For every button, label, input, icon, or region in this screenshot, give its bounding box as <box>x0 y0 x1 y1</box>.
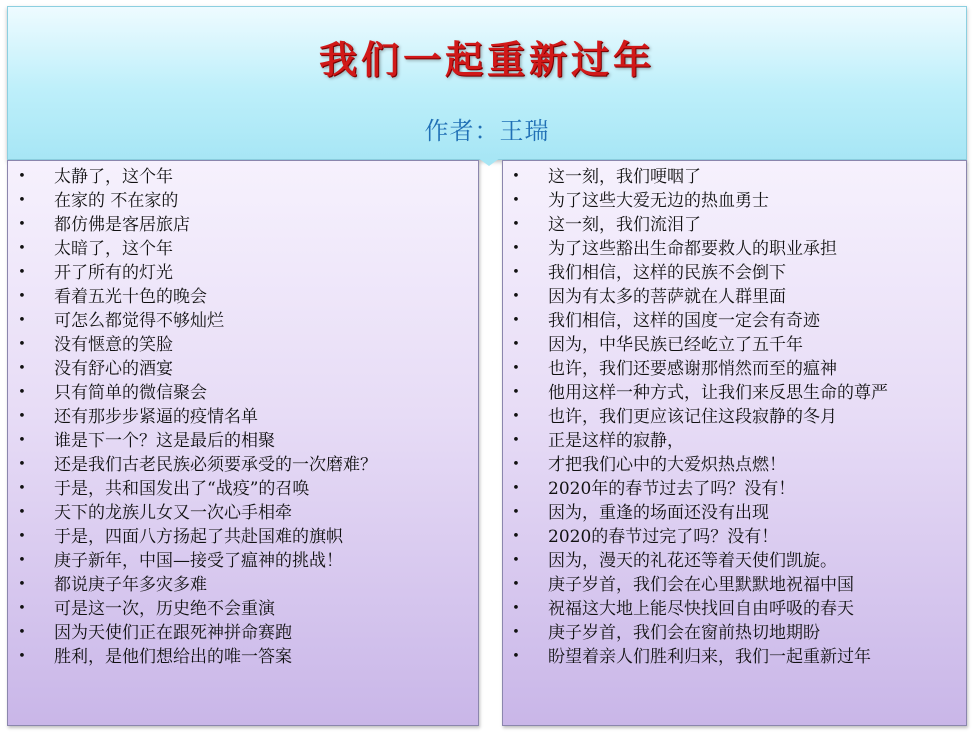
poem-line-text: 于是，共和国发出了“战疫”的召唤 <box>54 479 310 499</box>
poem-line <box>503 189 966 213</box>
poem-line-text: 也许，我们还要感谢那悄然而至的瘟神 <box>548 359 837 379</box>
bullet-icon: • <box>18 385 26 400</box>
poem-line <box>503 453 966 477</box>
poem-line-text: 也许，我们更应该记住这段寂静的冬月 <box>548 407 837 427</box>
poem-line-text: 都仿佛是客居旅店 <box>54 215 190 235</box>
poem-line <box>8 477 478 501</box>
poem-line <box>8 549 478 573</box>
bullet-icon: • <box>18 649 26 664</box>
poem-line-text: 开了所有的灯光 <box>54 263 173 283</box>
poem-line <box>503 357 966 381</box>
poem-line <box>8 645 478 669</box>
bullet-icon: • <box>18 217 26 232</box>
poem-line <box>503 213 966 237</box>
bullet-icon: • <box>18 457 26 472</box>
poem-line <box>503 309 966 333</box>
bullet-icon: • <box>512 577 520 592</box>
bullet-icon: • <box>18 505 26 520</box>
poem-line-text: 盼望着亲人们胜利归来，我们一起重新过年 <box>548 647 871 667</box>
poem-line <box>8 453 478 477</box>
poem-line-text: 因为，漫天的礼花还等着天使们凯旋。 <box>548 551 837 571</box>
poem-line-text: 谁是下一个？这是最后的相聚 <box>54 431 275 451</box>
bullet-icon: • <box>18 481 26 496</box>
poem-line-text: 这一刻，我们流泪了 <box>548 215 701 235</box>
poem-line <box>503 429 966 453</box>
poem-line <box>503 261 966 285</box>
bullet-icon: • <box>18 361 26 376</box>
poem-line <box>8 429 478 453</box>
poem-line-text: 没有舒心的酒宴 <box>54 359 173 379</box>
poem-line-text: 太暗了，这个年 <box>54 239 173 259</box>
bullet-icon: • <box>512 649 520 664</box>
poem-line-text: 都说庚子年多灾多难 <box>54 575 207 595</box>
bullet-icon: • <box>18 289 26 304</box>
right-poem-panel <box>502 160 967 726</box>
poem-line <box>503 597 966 621</box>
poem-line-text: 于是，四面八方扬起了共赴国难的旗帜 <box>54 527 343 547</box>
left-poem-list <box>8 165 478 669</box>
poem-line <box>8 501 478 525</box>
bullet-icon: • <box>512 505 520 520</box>
poem-line <box>503 549 966 573</box>
poem-line-text: 正是这样的寂静， <box>548 431 684 451</box>
bullet-icon: • <box>512 553 520 568</box>
bullet-icon: • <box>18 313 26 328</box>
poem-line <box>503 501 966 525</box>
poem-line-text: 祝福这大地上能尽快找回自由呼吸的春天 <box>548 599 854 619</box>
bullet-icon: • <box>512 433 520 448</box>
banner-notch <box>478 158 500 166</box>
bullet-icon: • <box>512 265 520 280</box>
bullet-icon: • <box>18 553 26 568</box>
poem-line <box>8 597 478 621</box>
title-banner <box>7 6 967 160</box>
poem-line-text: 只有简单的微信聚会 <box>54 383 207 403</box>
bullet-icon: • <box>512 529 520 544</box>
poem-line <box>8 189 478 213</box>
bullet-icon: • <box>18 169 26 184</box>
poem-line <box>503 165 966 189</box>
poem-line-text: 胜利，是他们想给出的唯一答案 <box>54 647 292 667</box>
poem-line-text: 因为，中华民族已经屹立了五千年 <box>548 335 803 355</box>
bullet-icon: • <box>512 217 520 232</box>
bullet-icon: • <box>18 241 26 256</box>
poem-line-text: 我们相信，这样的国度一定会有奇迹 <box>548 311 820 331</box>
poem-line <box>503 381 966 405</box>
bullet-icon: • <box>18 601 26 616</box>
bullet-icon: • <box>18 433 26 448</box>
bullet-icon: • <box>512 193 520 208</box>
bullet-icon: • <box>512 481 520 496</box>
poem-line-text: 庚子岁首，我们会在心里默默地祝福中国 <box>548 575 854 595</box>
bullet-icon: • <box>512 289 520 304</box>
poem-line <box>503 237 966 261</box>
poem-line <box>503 285 966 309</box>
author-line: 作者：王瑞 <box>424 117 550 145</box>
poem-line-text: 可怎么都觉得不够灿烂 <box>54 311 224 331</box>
bullet-icon: • <box>18 265 26 280</box>
poem-line <box>503 525 966 549</box>
poem-line <box>8 357 478 381</box>
poem-line-text: 太静了，这个年 <box>54 167 173 187</box>
poem-line <box>8 261 478 285</box>
poem-line-text: 因为天使们正在跟死神拼命赛跑 <box>54 623 292 643</box>
poem-line <box>8 621 478 645</box>
poem-line-text: 他用这样一种方式，让我们来反思生命的尊严 <box>548 383 888 403</box>
bullet-icon: • <box>512 241 520 256</box>
right-poem-list <box>503 165 966 669</box>
poem-line <box>503 405 966 429</box>
poem-line-text: 因为，重逢的场面还没有出现 <box>548 503 769 523</box>
bullet-icon: • <box>18 625 26 640</box>
poem-line-text: 庚子新年，中国—接受了瘟神的挑战！ <box>54 551 343 571</box>
poem-line <box>8 525 478 549</box>
bullet-icon: • <box>512 361 520 376</box>
poem-line <box>8 165 478 189</box>
left-poem-panel <box>7 160 479 726</box>
poem-line-text: 才把我们心中的大爱炽热点燃！ <box>548 455 786 475</box>
bullet-icon: • <box>18 529 26 544</box>
bullet-icon: • <box>512 337 520 352</box>
page-title: 我们一起重新过年 <box>318 38 655 82</box>
bullet-icon: • <box>512 313 520 328</box>
poem-line-text: 这一刻，我们哽咽了 <box>548 167 701 187</box>
poem-line-text: 为了这些豁出生命都要救人的职业承担 <box>548 239 837 259</box>
poem-line <box>503 645 966 669</box>
bullet-icon: • <box>512 601 520 616</box>
poem-line-text: 可是这一次，历史绝不会重演 <box>54 599 275 619</box>
poem-line <box>8 213 478 237</box>
poem-line-text: 2020的春节过完了吗？没有！ <box>548 527 779 547</box>
bullet-icon: • <box>512 409 520 424</box>
poem-line <box>503 477 966 501</box>
bullet-icon: • <box>18 409 26 424</box>
poem-line-text: 还有那步步紧逼的疫情名单 <box>54 407 258 427</box>
poem-line <box>503 573 966 597</box>
poem-line-text: 在家的 不在家的 <box>54 191 179 211</box>
bullet-icon: • <box>18 577 26 592</box>
bullet-icon: • <box>512 457 520 472</box>
poem-line-text: 没有惬意的笑脸 <box>54 335 173 355</box>
poem-line-text: 因为有太多的菩萨就在人群里面 <box>548 287 786 307</box>
poem-line-text: 天下的龙族儿女又一次心手相牵 <box>54 503 292 523</box>
poem-line-text: 2020年的春节过去了吗？没有！ <box>548 479 796 499</box>
poem-line <box>503 621 966 645</box>
poem-line <box>503 333 966 357</box>
poem-line <box>8 237 478 261</box>
poem-line <box>8 309 478 333</box>
poem-line-text: 庚子岁首，我们会在窗前热切地期盼 <box>548 623 820 643</box>
poem-line <box>8 285 478 309</box>
poem-line-text: 还是我们古老民族必须要承受的一次磨难？ <box>54 455 377 475</box>
bullet-icon: • <box>512 169 520 184</box>
bullet-icon: • <box>18 337 26 352</box>
poem-line <box>8 405 478 429</box>
poem-line-text: 为了这些大爱无边的热血勇士 <box>548 191 769 211</box>
poem-line <box>8 381 478 405</box>
bullet-icon: • <box>512 625 520 640</box>
poem-line <box>8 333 478 357</box>
poem-line-text: 我们相信，这样的民族不会倒下 <box>548 263 786 283</box>
bullet-icon: • <box>18 193 26 208</box>
poem-line-text: 看着五光十色的晚会 <box>54 287 207 307</box>
bullet-icon: • <box>512 385 520 400</box>
poem-line <box>8 573 478 597</box>
